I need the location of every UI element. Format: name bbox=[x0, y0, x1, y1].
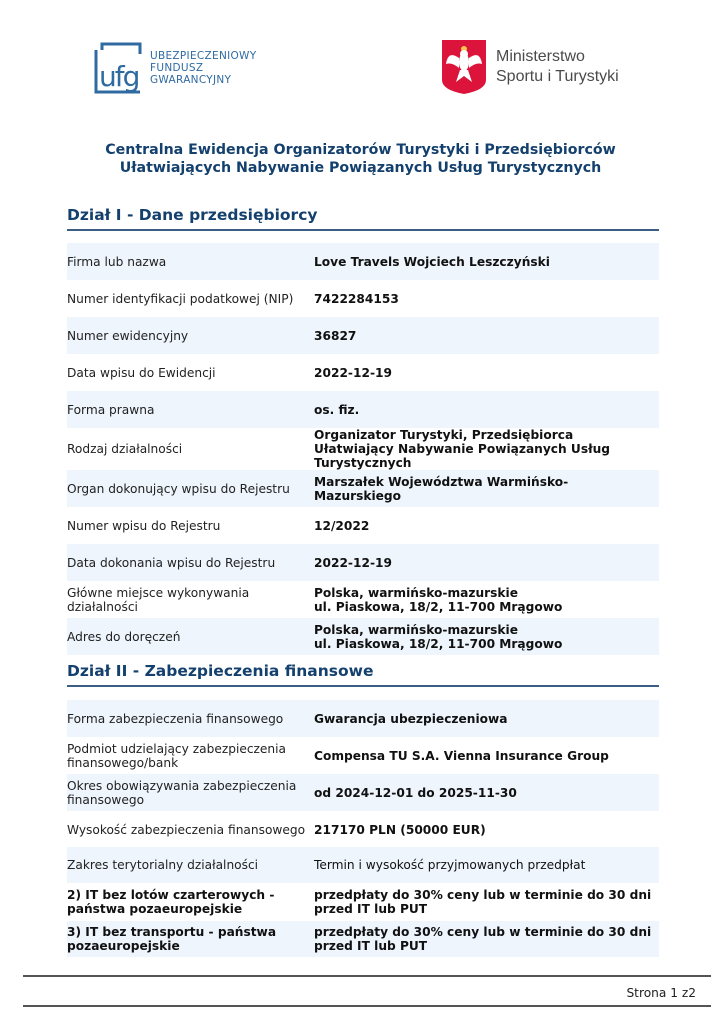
field-value: Compensa TU S.A. Vienna Insurance Group bbox=[314, 748, 609, 763]
field-value: 7422284153 bbox=[314, 291, 399, 306]
field-value: Organizator Turystyki, Przedsiębiorca Ułatwiający Nabywanie Powiązanych Usług Turystycznych bbox=[314, 428, 611, 470]
field-value: Marszałek Województwa Warmińsko-Mazurskiego bbox=[314, 470, 659, 507]
field-label: Organ dokonujący wpisu do Rejestru bbox=[67, 470, 314, 507]
table-row bbox=[67, 317, 659, 354]
scope-cell: 3) IT bez transportu - państwa pozaeuropejskie bbox=[67, 921, 314, 957]
field-label: Okres obowiązywania zabezpieczenia finansowego bbox=[67, 774, 314, 811]
scope-header: Zakres terytorialny działalności bbox=[67, 847, 314, 883]
table-row bbox=[67, 774, 659, 811]
table-row bbox=[67, 581, 659, 618]
section-2-table bbox=[67, 700, 659, 848]
footer-bottom-rule bbox=[23, 1005, 711, 1007]
table-row bbox=[67, 391, 659, 428]
table-row bbox=[67, 280, 659, 317]
ministry-logo-text bbox=[496, 47, 619, 87]
field-value: Gwarancja ubezpieczeniowa bbox=[314, 700, 659, 737]
field-value: od 2024-12-01 do 2025-11-30 bbox=[314, 774, 659, 811]
field-value: 2022-12-19 bbox=[314, 544, 659, 581]
ufg-logo-mark-icon bbox=[92, 40, 144, 96]
field-label: Forma zabezpieczenia finansowego bbox=[67, 700, 314, 737]
section-1-heading bbox=[67, 205, 659, 225]
field-label: Główne miejsce wykonywania działalności bbox=[67, 585, 250, 614]
document-title bbox=[0, 141, 721, 177]
field-value: os. fiz. bbox=[314, 391, 659, 428]
section-2-heading-text: Dział II - Zabezpieczenia finansowe bbox=[67, 662, 374, 680]
field-label: Data dokonania wpisu do Rejestru bbox=[67, 544, 314, 581]
section-2-heading bbox=[67, 661, 659, 681]
ufg-line-1: UBEZPIECZENIOWY bbox=[150, 50, 257, 62]
terms-cell: przedpłaty do 30% ceny lub w terminie do 30 dni przed IT lub PUT bbox=[314, 921, 659, 957]
table-row bbox=[67, 507, 659, 544]
title-line-1: Centralna Ewidencja Organizatorów Turystyki i Przedsiębiorców bbox=[105, 142, 616, 158]
field-value bbox=[314, 618, 659, 655]
table-row bbox=[67, 811, 659, 848]
ministry-line-1: Ministerstwo bbox=[496, 48, 585, 65]
terms-header: Termin i wysokość przyjmowanych przedpłat bbox=[314, 847, 659, 883]
address-line-2: ul. Piaskowa, 18/2, 11-700 Mrągowo bbox=[314, 636, 563, 651]
table-row bbox=[67, 243, 659, 280]
field-label: Numer wpisu do Rejestru bbox=[67, 518, 221, 533]
title-line-2: Ułatwiających Nabywanie Powiązanych Usług Turystycznych bbox=[119, 160, 602, 176]
scope-cell: 2) IT bez lotów czarterowych - państwa pozaeuropejskie bbox=[67, 888, 275, 916]
ufg-logo-text bbox=[150, 50, 256, 86]
field-label: Firma lub nazwa bbox=[67, 243, 314, 280]
section-1-heading-text: Dział I - Dane przedsiębiorcy bbox=[67, 206, 318, 224]
address-line-1: Polska, warmińsko-mazurskie bbox=[314, 622, 518, 637]
field-label: Numer ewidencyjny bbox=[67, 317, 314, 354]
section-2-rule bbox=[67, 685, 659, 687]
ufg-logo bbox=[92, 40, 256, 96]
table-row bbox=[67, 618, 659, 655]
svg-text:ufg: ufg bbox=[99, 60, 139, 93]
table-row bbox=[67, 544, 659, 581]
section-1-rule bbox=[67, 229, 659, 231]
ministry-logo bbox=[442, 40, 619, 94]
field-label: Rodzaj działalności bbox=[67, 442, 183, 456]
table-row bbox=[67, 700, 659, 737]
field-label: Wysokość zabezpieczenia finansowego bbox=[67, 822, 306, 837]
terms-cell: przedpłaty do 30% ceny lub w terminie do 30 dni przed IT lub PUT bbox=[314, 888, 652, 916]
ufg-line-3: GWARANCYJNY bbox=[150, 74, 232, 86]
field-label: Data wpisu do Ewidencji bbox=[67, 365, 216, 380]
section-1-table bbox=[67, 243, 659, 655]
field-value: Love Travels Wojciech Leszczyński bbox=[314, 243, 659, 280]
scope-table-header bbox=[67, 847, 659, 883]
field-label: Podmiot udzielający zabezpieczenia finansowego/bank bbox=[67, 741, 287, 770]
field-value: 2022-12-19 bbox=[314, 365, 392, 380]
header-logos bbox=[0, 38, 721, 98]
table-row bbox=[67, 428, 659, 470]
table-row bbox=[67, 737, 659, 774]
address-line-1: Polska, warmińsko-mazurskie bbox=[314, 585, 518, 600]
table-row bbox=[67, 470, 659, 507]
table-row bbox=[67, 921, 659, 957]
page-number: Strona 1 z2 bbox=[626, 986, 696, 1000]
field-label: Forma prawna bbox=[67, 391, 314, 428]
ufg-line-2: FUNDUSZ bbox=[150, 62, 204, 74]
field-label: Adres do doręczeń bbox=[67, 618, 314, 655]
polish-eagle-emblem-icon bbox=[442, 40, 486, 94]
ministry-line-2: Sportu i Turystyki bbox=[496, 68, 619, 85]
address-line-2: ul. Piaskowa, 18/2, 11-700 Mrągowo bbox=[314, 599, 563, 614]
table-row bbox=[67, 354, 659, 391]
field-label: Numer identyfikacji podatkowej (NIP) bbox=[67, 291, 294, 306]
field-value: 217170 PLN (50000 EUR) bbox=[314, 822, 486, 837]
field-value bbox=[314, 581, 659, 618]
field-value: 12/2022 bbox=[314, 518, 370, 533]
field-value: 36827 bbox=[314, 317, 659, 354]
footer-top-rule bbox=[23, 975, 711, 977]
scope-table bbox=[67, 847, 659, 957]
table-row bbox=[67, 883, 659, 921]
